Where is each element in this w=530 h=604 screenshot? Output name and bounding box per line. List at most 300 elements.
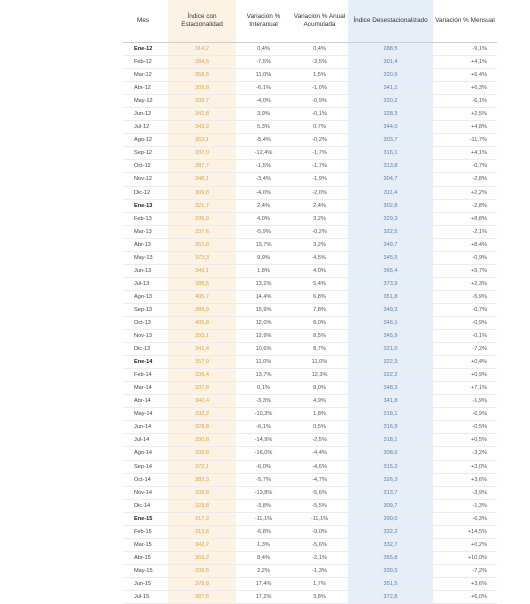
cell-variacion-interanual: 11,0%: [236, 69, 291, 82]
cell-variacion-mensual: -9,1%: [433, 43, 497, 56]
cell-variacion-interanual: -4,0%: [236, 186, 291, 199]
cell-variacion-interanual: -12,4%: [236, 147, 291, 160]
cell-variacion-mensual: +3,6%: [433, 577, 497, 590]
cell-variacion-interanual: -11,1%: [236, 512, 291, 525]
cell-indice-desestacionalizado: 332,2: [348, 525, 433, 538]
cell-indice-desestacionalizado: 322,5: [348, 225, 433, 238]
cell-mes: Feb-14: [123, 369, 168, 382]
cell-variacion-mensual: -7,2%: [433, 343, 497, 356]
cell-mes: Nov-14: [123, 486, 168, 499]
table-row: [123, 421, 497, 434]
cell-mes: Dic-13: [123, 343, 168, 356]
cell-mes: Jun-13: [123, 264, 168, 277]
table-row: [123, 330, 497, 343]
cell-variacion-mensual: -0,7%: [433, 160, 497, 173]
cell-variacion-interanual: 15,9%: [236, 303, 291, 316]
cell-indice-desestacionalizado: 315,2: [348, 460, 433, 473]
cell-indice-con-estacionalidad: 309,8: [168, 186, 236, 199]
cell-variacion-mensual: +4,1%: [433, 147, 497, 160]
table-row: [123, 160, 497, 173]
header-indice-con-estacionalidad: Índice con Estacionalidad: [168, 0, 236, 43]
cell-mes: Sep-12: [123, 147, 168, 160]
cell-variacion-mensual: -0,9%: [433, 316, 497, 329]
table-row: [123, 382, 497, 395]
cell-variacion-mensual: -2,8%: [433, 199, 497, 212]
cell-variacion-anual-acumulada: -11,1%: [291, 512, 348, 525]
cell-indice-con-estacionalidad: 338,8: [168, 486, 236, 499]
cell-indice-con-estacionalidad: 369,2: [168, 551, 236, 564]
cell-mes: Nov-13: [123, 330, 168, 343]
cell-indice-desestacionalizado: 290,0: [348, 512, 433, 525]
cell-indice-con-estacionalidad: 337,8: [168, 382, 236, 395]
cell-mes: Sep-13: [123, 303, 168, 316]
table-header-row: [123, 0, 497, 43]
table-row: [123, 499, 497, 512]
cell-variacion-mensual: +0,4%: [433, 356, 497, 369]
cell-indice-desestacionalizado: 372,8: [348, 590, 433, 603]
cell-variacion-anual-acumulada: 3,8%: [291, 590, 348, 603]
data-table: [123, 0, 497, 604]
table-row: [123, 512, 497, 525]
cell-variacion-anual-acumulada: 6,8%: [291, 290, 348, 303]
table-row: [123, 434, 497, 447]
cell-mes: Feb-15: [123, 525, 168, 538]
cell-indice-desestacionalizado: 339,5: [348, 564, 433, 577]
cell-variacion-anual-acumulada: -2,1%: [291, 551, 348, 564]
cell-indice-con-estacionalidad: 341,4: [168, 343, 236, 356]
cell-variacion-anual-acumulada: -9,0%: [291, 525, 348, 538]
cell-variacion-anual-acumulada: 5,4%: [291, 277, 348, 290]
cell-variacion-anual-acumulada: -0,2%: [291, 225, 348, 238]
cell-variacion-interanual: -6,1%: [236, 82, 291, 95]
cell-indice-con-estacionalidad: 405,8: [168, 316, 236, 329]
cell-variacion-interanual: 13,7%: [236, 369, 291, 382]
cell-variacion-mensual: +2,5%: [433, 108, 497, 121]
cell-mes: Oct-12: [123, 160, 168, 173]
cell-variacion-anual-acumulada: 2,4%: [291, 199, 348, 212]
cell-variacion-anual-acumulada: -5,6%: [291, 538, 348, 551]
cell-mes: Ago-13: [123, 290, 168, 303]
table-row: [123, 82, 497, 95]
cell-indice-con-estacionalidad: 351,8: [168, 238, 236, 251]
cell-variacion-anual-acumulada: -1,3%: [291, 564, 348, 577]
cell-indice-con-estacionalidad: 321,7: [168, 199, 236, 212]
cell-indice-desestacionalizado: 365,4: [348, 264, 433, 277]
cell-indice-con-estacionalidad: 348,1: [168, 173, 236, 186]
cell-indice-con-estacionalidad: 342,8: [168, 108, 236, 121]
cell-variacion-mensual: +14,5%: [433, 525, 497, 538]
cell-variacion-anual-acumulada: -0,9%: [291, 95, 348, 108]
table-row: [123, 447, 497, 460]
cell-indice-desestacionalizado: 332,7: [348, 538, 433, 551]
cell-variacion-interanual: 2,4%: [236, 199, 291, 212]
cell-indice-con-estacionalidad: 330,8: [168, 434, 236, 447]
cell-mes: Dic-14: [123, 499, 168, 512]
table-row: [123, 251, 497, 264]
cell-variacion-mensual: -6,3%: [433, 512, 497, 525]
header-indice-desestacionalizado: Índice Desestacionalizado: [348, 0, 433, 43]
cell-indice-con-estacionalidad: 358,5: [168, 69, 236, 82]
cell-variacion-anual-acumulada: 4,0%: [291, 264, 348, 277]
cell-variacion-interanual: -3,3%: [236, 395, 291, 408]
cell-variacion-interanual: -5,4%: [236, 134, 291, 147]
table-row: [123, 225, 497, 238]
cell-variacion-interanual: 11,0%: [236, 356, 291, 369]
cell-indice-con-estacionalidad: 349,1: [168, 264, 236, 277]
table-row: [123, 395, 497, 408]
cell-indice-desestacionalizado: 308,0: [348, 447, 433, 460]
cell-indice-con-estacionalidad: 393,1: [168, 330, 236, 343]
cell-variacion-mensual: -0,5%: [433, 421, 497, 434]
cell-indice-con-estacionalidad: 373,3: [168, 251, 236, 264]
cell-variacion-interanual: 17,2%: [236, 590, 291, 603]
cell-mes: Jun-15: [123, 577, 168, 590]
cell-variacion-anual-acumulada: 4,5%: [291, 251, 348, 264]
cell-indice-con-estacionalidad: 340,4: [168, 395, 236, 408]
table-row: [123, 264, 497, 277]
cell-indice-con-estacionalidad: 339,7: [168, 95, 236, 108]
cell-variacion-interanual: 13,7%: [236, 238, 291, 251]
cell-indice-desestacionalizado: 329,3: [348, 212, 433, 225]
cell-variacion-anual-acumulada: 11,0%: [291, 356, 348, 369]
cell-variacion-interanual: 12,9%: [236, 330, 291, 343]
cell-variacion-mensual: +8,8%: [433, 212, 497, 225]
cell-indice-desestacionalizado: 320,2: [348, 95, 433, 108]
cell-variacion-mensual: +6,4%: [433, 69, 497, 82]
cell-mes: Abr-14: [123, 395, 168, 408]
cell-variacion-anual-acumulada: 8,7%: [291, 343, 348, 356]
cell-variacion-interanual: 1,3%: [236, 538, 291, 551]
cell-variacion-mensual: +4,1%: [433, 56, 497, 69]
cell-variacion-anual-acumulada: 0,5%: [291, 421, 348, 434]
cell-variacion-anual-acumulada: -2,0%: [291, 186, 348, 199]
table-row: [123, 199, 497, 212]
cell-variacion-mensual: -1,9%: [433, 395, 497, 408]
table-row: [123, 460, 497, 473]
cell-indice-con-estacionalidad: 337,0: [168, 147, 236, 160]
cell-mes: Jul-14: [123, 434, 168, 447]
cell-indice-desestacionalizado: 318,1: [348, 434, 433, 447]
cell-variacion-mensual: +6,3%: [433, 82, 497, 95]
cell-variacion-interanual: -7,5%: [236, 56, 291, 69]
cell-indice-desestacionalizado: 313,7: [348, 486, 433, 499]
cell-indice-con-estacionalidad: 372,1: [168, 460, 236, 473]
cell-variacion-anual-acumulada: 0,7%: [291, 121, 348, 134]
cell-variacion-interanual: -1,5%: [236, 160, 291, 173]
table-row: [123, 577, 497, 590]
cell-mes: May-15: [123, 564, 168, 577]
table-row: [123, 538, 497, 551]
cell-variacion-mensual: +2,2%: [433, 186, 497, 199]
cell-variacion-interanual: 5,3%: [236, 121, 291, 134]
cell-mes: Oct-13: [123, 316, 168, 329]
cell-variacion-anual-acumulada: 7,8%: [291, 303, 348, 316]
cell-variacion-interanual: 17,4%: [236, 577, 291, 590]
cell-indice-desestacionalizado: 311,4: [348, 186, 433, 199]
cell-indice-con-estacionalidad: 314,2: [168, 43, 236, 56]
cell-variacion-mensual: -6,1%: [433, 95, 497, 108]
cell-variacion-interanual: 12,0%: [236, 316, 291, 329]
table-row: [123, 486, 497, 499]
cell-indice-con-estacionalidad: 337,6: [168, 225, 236, 238]
table-row: [123, 590, 497, 603]
cell-variacion-mensual: +4,8%: [433, 121, 497, 134]
cell-mes: Ene-12: [123, 43, 168, 56]
cell-indice-desestacionalizado: 301,4: [348, 56, 433, 69]
header-variacion-mensual: Variación % Mensual: [433, 0, 497, 43]
cell-indice-con-estacionalidad: 378,8: [168, 577, 236, 590]
table-row: [123, 343, 497, 356]
cell-variacion-anual-acumulada: -0,2%: [291, 134, 348, 147]
cell-variacion-mensual: +0,2%: [433, 538, 497, 551]
cell-indice-con-estacionalidad: 357,0: [168, 356, 236, 369]
cell-variacion-interanual: 1,8%: [236, 264, 291, 277]
cell-indice-desestacionalizado: 341,1: [348, 82, 433, 95]
cell-indice-desestacionalizado: 345,5: [348, 251, 433, 264]
cell-indice-desestacionalizado: 318,1: [348, 408, 433, 421]
cell-variacion-mensual: +10,0%: [433, 551, 497, 564]
cell-indice-con-estacionalidad: 388,5: [168, 277, 236, 290]
table-row: [123, 69, 497, 82]
cell-indice-con-estacionalidad: 387,5: [168, 590, 236, 603]
header-mes: Mes: [123, 0, 168, 43]
cell-indice-desestacionalizado: 303,7: [348, 134, 433, 147]
cell-mes: Sep-14: [123, 460, 168, 473]
cell-variacion-interanual: 2,2%: [236, 564, 291, 577]
cell-variacion-mensual: -5,9%: [433, 290, 497, 303]
data-table-container: [123, 0, 497, 604]
cell-variacion-anual-acumulada: 0,4%: [291, 43, 348, 56]
cell-variacion-anual-acumulada: -1,7%: [291, 147, 348, 160]
cell-indice-desestacionalizado: 328,3: [348, 108, 433, 121]
table-row: [123, 147, 497, 160]
cell-variacion-interanual: -16,0%: [236, 447, 291, 460]
table-row: [123, 551, 497, 564]
cell-variacion-interanual: -6,1%: [236, 421, 291, 434]
cell-mes: Abr-12: [123, 82, 168, 95]
cell-indice-desestacionalizado: 349,3: [348, 303, 433, 316]
cell-variacion-anual-acumulada: -3,5%: [291, 56, 348, 69]
cell-variacion-mensual: -0,1%: [433, 330, 497, 343]
cell-mes: Ene-14: [123, 356, 168, 369]
cell-indice-con-estacionalidad: 353,1: [168, 134, 236, 147]
cell-variacion-interanual: 4,0%: [236, 212, 291, 225]
cell-indice-desestacionalizado: 373,9: [348, 277, 433, 290]
table-row: [123, 56, 497, 69]
cell-indice-desestacionalizado: 320,9: [348, 69, 433, 82]
cell-mes: Mar-14: [123, 382, 168, 395]
cell-indice-con-estacionalidad: 387,7: [168, 160, 236, 173]
cell-indice-desestacionalizado: 345,9: [348, 330, 433, 343]
cell-indice-con-estacionalidad: 309,8: [168, 82, 236, 95]
cell-variacion-anual-acumulada: 1,5%: [291, 69, 348, 82]
cell-variacion-interanual: 3,9%: [236, 108, 291, 121]
table-row: [123, 186, 497, 199]
cell-mes: Feb-13: [123, 212, 168, 225]
cell-variacion-anual-acumulada: -5,6%: [291, 486, 348, 499]
cell-indice-desestacionalizado: 288,5: [348, 43, 433, 56]
header-variacion-interanual: Variación % Interanual: [236, 0, 291, 43]
cell-variacion-anual-acumulada: -0,1%: [291, 108, 348, 121]
cell-variacion-interanual: 9,9%: [236, 251, 291, 264]
cell-variacion-interanual: -13,8%: [236, 486, 291, 499]
cell-variacion-mensual: -1,3%: [433, 499, 497, 512]
cell-variacion-mensual: +3,6%: [433, 473, 497, 486]
cell-mes: Abr-13: [123, 238, 168, 251]
cell-variacion-interanual: -10,3%: [236, 408, 291, 421]
cell-variacion-anual-acumulada: -1,7%: [291, 160, 348, 173]
table-row: [123, 238, 497, 251]
table-row: [123, 212, 497, 225]
cell-indice-con-estacionalidad: 336,4: [168, 369, 236, 382]
cell-mes: Jul-12: [123, 121, 168, 134]
cell-variacion-mensual: +5,7%: [433, 264, 497, 277]
table-body: [123, 43, 497, 604]
table-row: [123, 316, 497, 329]
cell-mes: Ene-13: [123, 199, 168, 212]
cell-mes: Mar-13: [123, 225, 168, 238]
cell-variacion-mensual: -7,2%: [433, 564, 497, 577]
table-row: [123, 356, 497, 369]
cell-variacion-interanual: 8,4%: [236, 551, 291, 564]
cell-indice-desestacionalizado: 302,8: [348, 199, 433, 212]
cell-indice-desestacionalizado: 348,3: [348, 382, 433, 395]
cell-indice-con-estacionalidad: 328,8: [168, 499, 236, 512]
cell-mes: Oct-14: [123, 473, 168, 486]
cell-variacion-anual-acumulada: 3,2%: [291, 238, 348, 251]
table-row: [123, 303, 497, 316]
cell-mes: Abr-15: [123, 551, 168, 564]
cell-variacion-anual-acumulada: -4,7%: [291, 473, 348, 486]
cell-indice-con-estacionalidad: 328,8: [168, 421, 236, 434]
cell-variacion-mensual: +7,1%: [433, 382, 497, 395]
cell-variacion-interanual: -3,4%: [236, 173, 291, 186]
table-row: [123, 564, 497, 577]
table-row: [123, 525, 497, 538]
cell-indice-con-estacionalidad: 382,3: [168, 473, 236, 486]
cell-variacion-interanual: -5,7%: [236, 473, 291, 486]
table-row: [123, 408, 497, 421]
cell-variacion-interanual: -4,0%: [236, 95, 291, 108]
table-row: [123, 277, 497, 290]
cell-variacion-anual-acumulada: -1,0%: [291, 82, 348, 95]
cell-variacion-anual-acumulada: -1,9%: [291, 173, 348, 186]
cell-indice-con-estacionalidad: 389,9: [168, 303, 236, 316]
cell-variacion-interanual: 0,4%: [236, 43, 291, 56]
cell-indice-con-estacionalidad: 336,8: [168, 447, 236, 460]
cell-indice-desestacionalizado: 309,7: [348, 499, 433, 512]
cell-indice-con-estacionalidad: 313,6: [168, 525, 236, 538]
cell-mes: Nov-12: [123, 173, 168, 186]
cell-variacion-anual-acumulada: 12,3%: [291, 369, 348, 382]
cell-mes: Mar-12: [123, 69, 168, 82]
table-row: [123, 473, 497, 486]
cell-variacion-mensual: +8,4%: [433, 238, 497, 251]
cell-variacion-interanual: 14,4%: [236, 290, 291, 303]
cell-indice-desestacionalizado: 341,8: [348, 395, 433, 408]
cell-mes: Mar-15: [123, 538, 168, 551]
cell-mes: Jul-15: [123, 590, 168, 603]
cell-variacion-interanual: -6,0%: [236, 460, 291, 473]
cell-indice-desestacionalizado: 322,2: [348, 369, 433, 382]
cell-variacion-anual-acumulada: 8,5%: [291, 330, 348, 343]
cell-indice-desestacionalizado: 304,7: [348, 173, 433, 186]
cell-variacion-mensual: -11,7%: [433, 134, 497, 147]
cell-variacion-mensual: +0,5%: [433, 434, 497, 447]
cell-variacion-interanual: 13,2%: [236, 277, 291, 290]
cell-indice-desestacionalizado: 322,3: [348, 356, 433, 369]
cell-mes: Ene-15: [123, 512, 168, 525]
cell-indice-con-estacionalidad: 317,2: [168, 512, 236, 525]
cell-indice-desestacionalizado: 316,9: [348, 421, 433, 434]
cell-variacion-mensual: -0,7%: [433, 303, 497, 316]
cell-mes: Jun-12: [123, 108, 168, 121]
cell-variacion-mensual: -2,1%: [433, 225, 497, 238]
header-variacion-anual-acumulada: Variación % Anual Acumulada: [291, 0, 348, 43]
cell-mes: Feb-12: [123, 56, 168, 69]
cell-variacion-mensual: +3,0%: [433, 460, 497, 473]
cell-indice-desestacionalizado: 365,8: [348, 551, 433, 564]
cell-variacion-mensual: -6,9%: [433, 408, 497, 421]
cell-variacion-anual-acumulada: 1,8%: [291, 408, 348, 421]
cell-mes: Dic-12: [123, 186, 168, 199]
cell-variacion-mensual: +2,3%: [433, 277, 497, 290]
table-row: [123, 369, 497, 382]
cell-variacion-anual-acumulada: 1,7%: [291, 577, 348, 590]
cell-mes: May-14: [123, 408, 168, 421]
cell-indice-desestacionalizado: 344,0: [348, 121, 433, 134]
cell-variacion-interanual: -5,9%: [236, 225, 291, 238]
cell-indice-con-estacionalidad: 339,5: [168, 564, 236, 577]
cell-indice-con-estacionalidad: 295,9: [168, 212, 236, 225]
cell-indice-desestacionalizado: 351,5: [348, 577, 433, 590]
cell-mes: Ago-14: [123, 447, 168, 460]
cell-indice-desestacionalizado: 316,1: [348, 147, 433, 160]
cell-variacion-anual-acumulada: -5,5%: [291, 499, 348, 512]
cell-mes: Jun-14: [123, 421, 168, 434]
cell-variacion-mensual: +6,0%: [433, 590, 497, 603]
cell-variacion-anual-acumulada: 8,0%: [291, 382, 348, 395]
table-row: [123, 134, 497, 147]
cell-mes: May-13: [123, 251, 168, 264]
cell-variacion-mensual: -3,2%: [433, 447, 497, 460]
cell-variacion-interanual: -3,8%: [236, 499, 291, 512]
cell-indice-desestacionalizado: 313,8: [348, 160, 433, 173]
cell-variacion-anual-acumulada: 8,0%: [291, 316, 348, 329]
table-row: [123, 290, 497, 303]
cell-variacion-mensual: -3,9%: [433, 486, 497, 499]
cell-mes: Jul-13: [123, 277, 168, 290]
cell-variacion-interanual: -6,8%: [236, 525, 291, 538]
cell-indice-desestacionalizado: 326,3: [348, 473, 433, 486]
cell-variacion-anual-acumulada: -4,6%: [291, 460, 348, 473]
table-row: [123, 121, 497, 134]
cell-indice-con-estacionalidad: 342,2: [168, 538, 236, 551]
cell-variacion-mensual: +0,9%: [433, 369, 497, 382]
table-row: [123, 108, 497, 121]
cell-indice-desestacionalizado: 321,0: [348, 343, 433, 356]
cell-mes: Ago-12: [123, 134, 168, 147]
cell-indice-con-estacionalidad: 332,2: [168, 408, 236, 421]
cell-indice-con-estacionalidad: 405,7: [168, 290, 236, 303]
cell-variacion-anual-acumulada: 3,2%: [291, 212, 348, 225]
cell-variacion-interanual: 0,1%: [236, 382, 291, 395]
cell-variacion-anual-acumulada: -4,4%: [291, 447, 348, 460]
cell-mes: May-12: [123, 95, 168, 108]
cell-variacion-interanual: 10,6%: [236, 343, 291, 356]
cell-variacion-interanual: -14,9%: [236, 434, 291, 447]
cell-variacion-mensual: -0,9%: [433, 251, 497, 264]
